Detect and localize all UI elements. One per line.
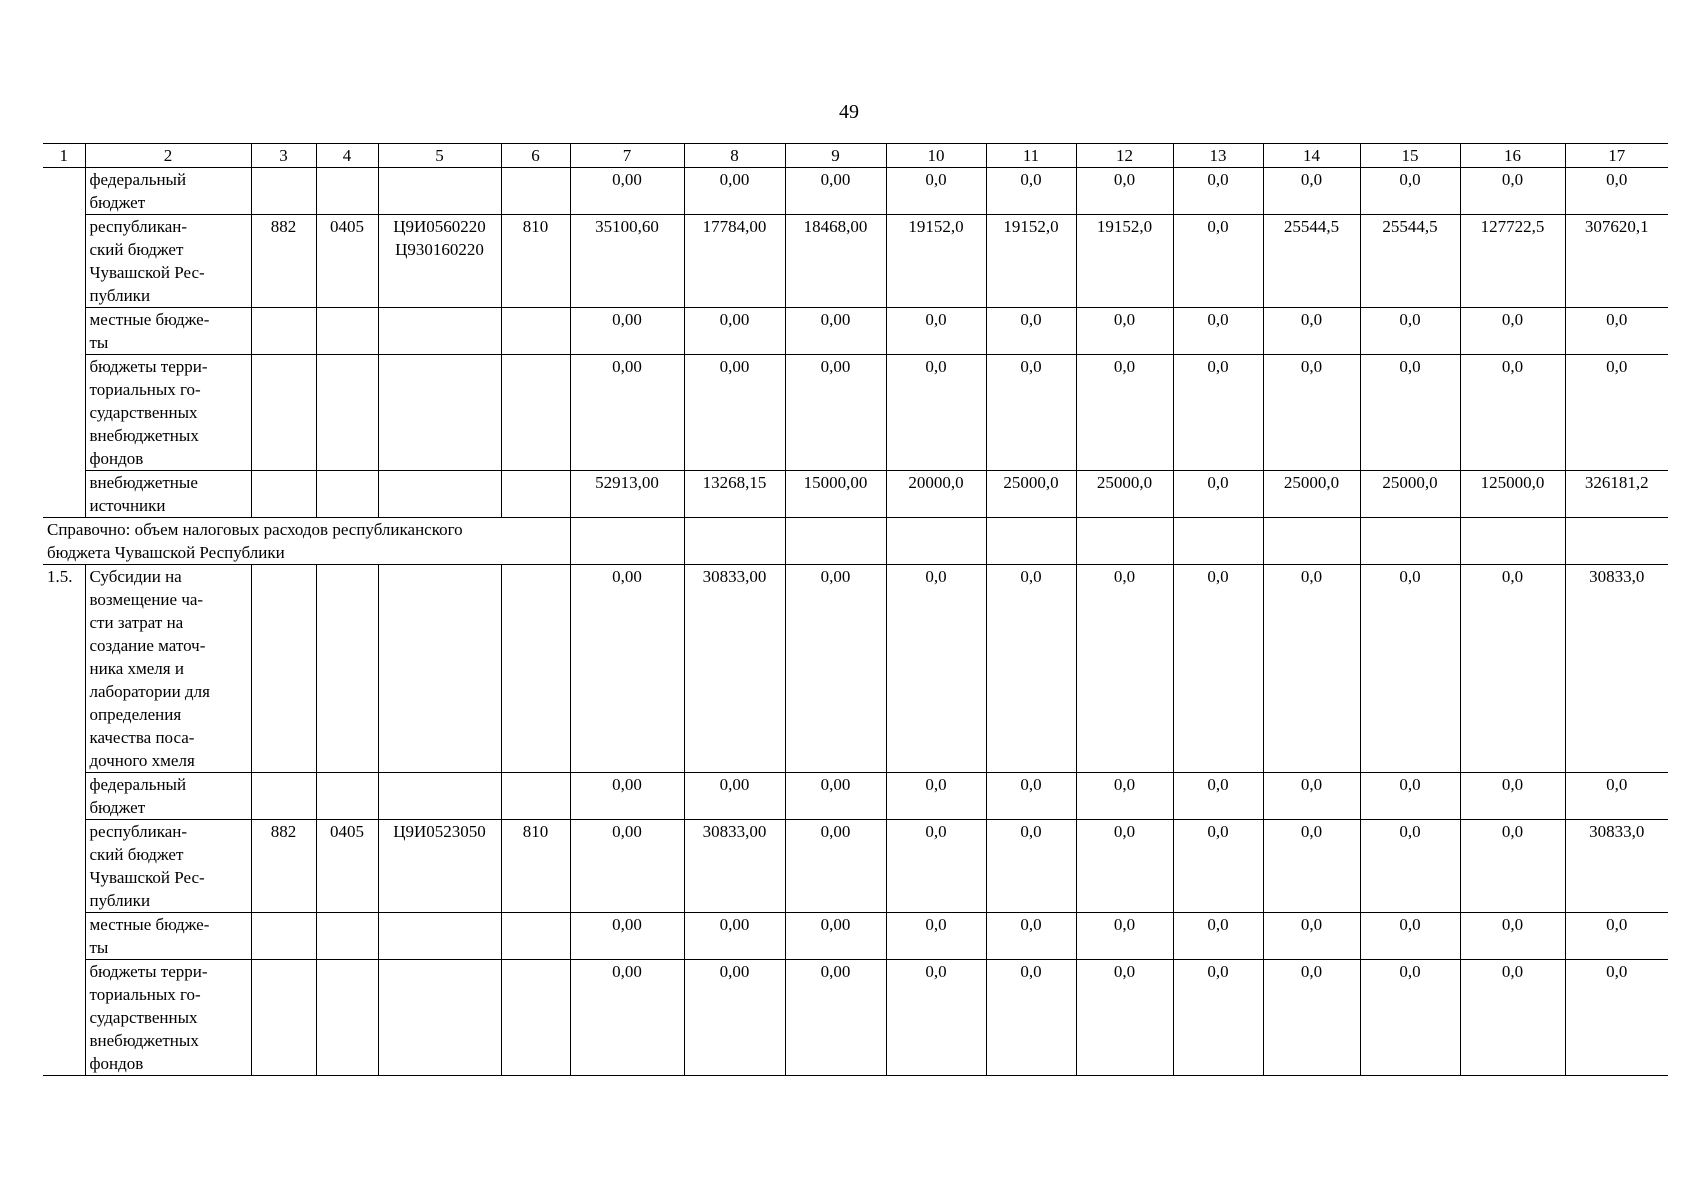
value-cell: 0,0 bbox=[1460, 960, 1565, 1076]
reference-text-line: бюджета Чувашской Республики bbox=[47, 543, 285, 562]
item-label-line: сти затрат на bbox=[89, 613, 184, 632]
value-cell: 25544,5 bbox=[1263, 215, 1360, 308]
target-code bbox=[378, 355, 501, 471]
value-cell: 0,0 bbox=[986, 168, 1076, 215]
value-cell: 0,0 bbox=[1360, 960, 1460, 1076]
value-cell: 0,0 bbox=[1565, 913, 1668, 960]
target-code bbox=[378, 820, 501, 913]
target-code bbox=[378, 773, 501, 820]
row-label-line: республикан- bbox=[89, 822, 188, 841]
value-cell: 0,0 bbox=[1263, 960, 1360, 1076]
row-label-line: ториальных го- bbox=[89, 985, 201, 1004]
value-cell: 0,0 bbox=[1360, 820, 1460, 913]
table-body bbox=[43, 144, 1668, 1076]
row-label-line: федеральный bbox=[89, 170, 187, 189]
row-label bbox=[85, 913, 251, 960]
value-cell: 13268,15 bbox=[684, 471, 785, 518]
expense-type bbox=[501, 913, 570, 960]
value-cell: 0,00 bbox=[785, 168, 886, 215]
item-label-line: Субсидии на bbox=[89, 567, 182, 586]
expense-type bbox=[501, 308, 570, 355]
row-label-line: федеральный bbox=[89, 775, 187, 794]
target-code bbox=[378, 565, 501, 773]
value-cell: 0,0 bbox=[1173, 820, 1263, 913]
value-cell: 0,00 bbox=[684, 773, 785, 820]
value-cell: 0,0 bbox=[1076, 960, 1173, 1076]
value-cell: 0,00 bbox=[570, 308, 684, 355]
value-cell: 0,0 bbox=[1360, 565, 1460, 773]
expense-type bbox=[501, 565, 570, 773]
value-cell: 19152,0 bbox=[986, 215, 1076, 308]
column-header-10: 10 bbox=[886, 144, 986, 168]
row-label-line: местные бюдже- bbox=[89, 915, 210, 934]
value-cell: 0,00 bbox=[785, 913, 886, 960]
value-cell: 0,0 bbox=[886, 820, 986, 913]
value-cell: 0,00 bbox=[785, 565, 886, 773]
column-header-17: 17 bbox=[1565, 144, 1668, 168]
value-cell: 307620,1 bbox=[1565, 215, 1668, 308]
expense-type bbox=[501, 960, 570, 1076]
row-label bbox=[85, 471, 251, 518]
value-cell: 0,00 bbox=[684, 355, 785, 471]
value-cell: 52913,00 bbox=[570, 471, 684, 518]
column-header-2: 2 bbox=[85, 144, 251, 168]
value-cell: 0,0 bbox=[1360, 168, 1460, 215]
value-cell: 0,0 bbox=[1263, 355, 1360, 471]
value-cell bbox=[1460, 518, 1565, 565]
column-header-8: 8 bbox=[684, 144, 785, 168]
value-cell: 0,0 bbox=[1460, 355, 1565, 471]
value-cell bbox=[1565, 518, 1668, 565]
row-label-line: ты bbox=[89, 333, 109, 352]
target-code-line: Ц930160220 bbox=[395, 240, 484, 259]
value-cell: 0,00 bbox=[684, 960, 785, 1076]
item-label-line: возмещение ча- bbox=[89, 590, 204, 609]
header-row bbox=[43, 144, 1668, 168]
value-cell: 0,00 bbox=[785, 820, 886, 913]
value-cell: 0,0 bbox=[986, 913, 1076, 960]
value-cell bbox=[1360, 518, 1460, 565]
row-label-line: источники bbox=[89, 496, 166, 515]
value-cell: 0,0 bbox=[986, 565, 1076, 773]
value-cell: 0,00 bbox=[684, 913, 785, 960]
row-label bbox=[85, 960, 251, 1076]
value-cell: 0,00 bbox=[570, 960, 684, 1076]
item-label-line: создание маточ- bbox=[89, 636, 206, 655]
item-label-line: дочного хмеля bbox=[89, 751, 195, 770]
value-cell bbox=[570, 518, 684, 565]
value-cell bbox=[886, 518, 986, 565]
table-row bbox=[43, 960, 1668, 1076]
value-cell: 0,0 bbox=[1263, 168, 1360, 215]
value-cell: 0,0 bbox=[1173, 565, 1263, 773]
value-cell: 0,00 bbox=[570, 773, 684, 820]
value-cell: 0,0 bbox=[1360, 308, 1460, 355]
target-code bbox=[378, 168, 501, 215]
value-cell: 30833,0 bbox=[1565, 820, 1668, 913]
column-header-15: 15 bbox=[1360, 144, 1460, 168]
row-label-line: бюджет bbox=[89, 193, 146, 212]
value-cell: 0,0 bbox=[986, 355, 1076, 471]
value-cell: 0,00 bbox=[785, 308, 886, 355]
row-label-line: фондов bbox=[89, 1054, 144, 1073]
section-code: 0405 bbox=[316, 215, 378, 308]
item-label-line: определения bbox=[89, 705, 182, 724]
value-cell: 0,0 bbox=[1173, 471, 1263, 518]
value-cell: 15000,00 bbox=[785, 471, 886, 518]
value-cell: 0,0 bbox=[986, 960, 1076, 1076]
row-label-line: ский бюджет bbox=[89, 240, 184, 259]
value-cell: 0,00 bbox=[785, 355, 886, 471]
value-cell: 326181,2 bbox=[1565, 471, 1668, 518]
value-cell: 0,00 bbox=[570, 168, 684, 215]
row-label bbox=[85, 820, 251, 913]
section-code bbox=[316, 471, 378, 518]
admin-code bbox=[251, 471, 316, 518]
row-label-line: публики bbox=[89, 286, 151, 305]
value-cell: 0,0 bbox=[1076, 913, 1173, 960]
value-cell bbox=[785, 518, 886, 565]
value-cell: 0,0 bbox=[986, 820, 1076, 913]
value-cell: 25000,0 bbox=[1360, 471, 1460, 518]
value-cell: 30833,00 bbox=[684, 565, 785, 773]
admin-code bbox=[251, 913, 316, 960]
target-code bbox=[378, 913, 501, 960]
value-cell: 0,00 bbox=[570, 355, 684, 471]
row-label-line: внебюджетных bbox=[89, 426, 199, 445]
value-cell: 17784,00 bbox=[684, 215, 785, 308]
row-label-line: бюджеты терри- bbox=[89, 357, 208, 376]
section-code bbox=[316, 355, 378, 471]
column-header-3: 3 bbox=[251, 144, 316, 168]
value-cell: 0,0 bbox=[1173, 215, 1263, 308]
value-cell: 0,0 bbox=[1076, 355, 1173, 471]
value-cell: 0,0 bbox=[886, 308, 986, 355]
value-cell: 0,0 bbox=[1360, 773, 1460, 820]
admin-code bbox=[251, 960, 316, 1076]
table-row bbox=[43, 355, 1668, 471]
row-label bbox=[85, 773, 251, 820]
value-cell: 0,0 bbox=[886, 355, 986, 471]
table-row bbox=[43, 471, 1668, 518]
row-label-line: Чувашской Рес- bbox=[89, 868, 205, 887]
value-cell: 0,0 bbox=[1460, 168, 1565, 215]
row-label bbox=[85, 308, 251, 355]
admin-code bbox=[251, 308, 316, 355]
value-cell: 30833,0 bbox=[1565, 565, 1668, 773]
target-code-line: Ц9И0560220 bbox=[393, 217, 486, 236]
value-cell bbox=[1173, 518, 1263, 565]
admin-code bbox=[251, 355, 316, 471]
target-code-line: Ц9И0523050 bbox=[393, 822, 486, 841]
row-label-line: Чувашской Рес- bbox=[89, 263, 205, 282]
value-cell: 0,0 bbox=[1263, 820, 1360, 913]
target-code bbox=[378, 215, 501, 308]
value-cell: 0,0 bbox=[986, 773, 1076, 820]
value-cell: 0,00 bbox=[570, 913, 684, 960]
target-code bbox=[378, 471, 501, 518]
section-code bbox=[316, 308, 378, 355]
column-header-1: 1 bbox=[43, 144, 85, 168]
section-code bbox=[316, 773, 378, 820]
row-label-line: сударственных bbox=[89, 1008, 198, 1027]
row-label bbox=[85, 215, 251, 308]
row-label-line: фондов bbox=[89, 449, 144, 468]
value-cell: 25000,0 bbox=[986, 471, 1076, 518]
item-number: 1.5. bbox=[43, 565, 85, 1076]
value-cell: 127722,5 bbox=[1460, 215, 1565, 308]
row-label-line: бюджет bbox=[89, 798, 146, 817]
section-code bbox=[316, 913, 378, 960]
value-cell: 0,0 bbox=[1173, 960, 1263, 1076]
row-label-line: ты bbox=[89, 938, 109, 957]
reference-text bbox=[43, 518, 570, 565]
row-label-line: республикан- bbox=[89, 217, 188, 236]
column-header-11: 11 bbox=[986, 144, 1076, 168]
index-cell bbox=[43, 168, 85, 518]
value-cell: 0,0 bbox=[1076, 308, 1173, 355]
value-cell: 0,00 bbox=[785, 960, 886, 1076]
value-cell: 0,0 bbox=[1173, 168, 1263, 215]
value-cell: 0,0 bbox=[1460, 565, 1565, 773]
value-cell: 0,0 bbox=[886, 913, 986, 960]
row-label-line: внебюджетных bbox=[89, 1031, 199, 1050]
table-row bbox=[43, 773, 1668, 820]
table-row bbox=[43, 168, 1668, 215]
value-cell bbox=[1076, 518, 1173, 565]
value-cell: 35100,60 bbox=[570, 215, 684, 308]
value-cell: 19152,0 bbox=[886, 215, 986, 308]
page-number: 49 bbox=[839, 101, 859, 123]
value-cell: 0,0 bbox=[1565, 355, 1668, 471]
value-cell: 0,0 bbox=[1173, 308, 1263, 355]
value-cell: 0,0 bbox=[1565, 773, 1668, 820]
table-row bbox=[43, 820, 1668, 913]
value-cell: 0,0 bbox=[1076, 773, 1173, 820]
value-cell: 0,0 bbox=[1565, 308, 1668, 355]
expense-type: 810 bbox=[501, 215, 570, 308]
table-row bbox=[43, 913, 1668, 960]
value-cell: 0,0 bbox=[1460, 820, 1565, 913]
value-cell: 0,0 bbox=[1076, 168, 1173, 215]
item-label-line: качества поса- bbox=[89, 728, 195, 747]
column-header-6: 6 bbox=[501, 144, 570, 168]
expense-type bbox=[501, 168, 570, 215]
row-label-line: бюджеты терри- bbox=[89, 962, 208, 981]
expense-type bbox=[501, 355, 570, 471]
value-cell: 0,0 bbox=[986, 308, 1076, 355]
value-cell: 25000,0 bbox=[1076, 471, 1173, 518]
value-cell: 0,0 bbox=[1076, 565, 1173, 773]
value-cell bbox=[1263, 518, 1360, 565]
column-header-16: 16 bbox=[1460, 144, 1565, 168]
value-cell bbox=[986, 518, 1076, 565]
admin-code bbox=[251, 773, 316, 820]
admin-code: 882 bbox=[251, 820, 316, 913]
table-row bbox=[43, 215, 1668, 308]
value-cell: 0,0 bbox=[886, 773, 986, 820]
section-code bbox=[316, 168, 378, 215]
table-row bbox=[43, 308, 1668, 355]
reference-row bbox=[43, 518, 1668, 565]
target-code bbox=[378, 308, 501, 355]
value-cell: 25000,0 bbox=[1263, 471, 1360, 518]
value-cell bbox=[684, 518, 785, 565]
value-cell: 19152,0 bbox=[1076, 215, 1173, 308]
value-cell: 0,0 bbox=[1173, 913, 1263, 960]
admin-code: 882 bbox=[251, 215, 316, 308]
section-code bbox=[316, 960, 378, 1076]
row-label bbox=[85, 168, 251, 215]
row-label-line: ториальных го- bbox=[89, 380, 201, 399]
target-code bbox=[378, 960, 501, 1076]
column-header-13: 13 bbox=[1173, 144, 1263, 168]
value-cell: 0,0 bbox=[1360, 913, 1460, 960]
column-header-7: 7 bbox=[570, 144, 684, 168]
value-cell: 0,0 bbox=[1263, 773, 1360, 820]
value-cell: 0,0 bbox=[1173, 773, 1263, 820]
value-cell: 0,0 bbox=[1263, 308, 1360, 355]
value-cell: 0,0 bbox=[1565, 168, 1668, 215]
item-label-line: лаборатории для bbox=[89, 682, 210, 701]
value-cell: 0,0 bbox=[1173, 355, 1263, 471]
column-header-5: 5 bbox=[378, 144, 501, 168]
column-header-4: 4 bbox=[316, 144, 378, 168]
value-cell: 0,00 bbox=[785, 773, 886, 820]
value-cell: 0,0 bbox=[886, 960, 986, 1076]
value-cell: 0,0 bbox=[1076, 820, 1173, 913]
item-label bbox=[85, 565, 251, 773]
value-cell: 0,00 bbox=[570, 565, 684, 773]
row-label-line: внебюджетные bbox=[89, 473, 198, 492]
row-label bbox=[85, 355, 251, 471]
expense-type: 810 bbox=[501, 820, 570, 913]
value-cell: 0,0 bbox=[1460, 308, 1565, 355]
value-cell: 18468,00 bbox=[785, 215, 886, 308]
row-label-line: сударственных bbox=[89, 403, 198, 422]
row-label-line: местные бюдже- bbox=[89, 310, 210, 329]
section-code bbox=[316, 565, 378, 773]
value-cell: 0,0 bbox=[1460, 773, 1565, 820]
row-label-line: публики bbox=[89, 891, 151, 910]
admin-code bbox=[251, 168, 316, 215]
column-header-12: 12 bbox=[1076, 144, 1173, 168]
reference-text-line: Справочно: объем налоговых расходов республиканского bbox=[47, 520, 463, 539]
column-header-14: 14 bbox=[1263, 144, 1360, 168]
value-cell: 125000,0 bbox=[1460, 471, 1565, 518]
value-cell: 0,0 bbox=[886, 168, 986, 215]
value-cell: 0,00 bbox=[570, 820, 684, 913]
item-label-line: ника хмеля и bbox=[89, 659, 184, 678]
budget-table bbox=[43, 143, 1668, 1076]
value-cell: 0,00 bbox=[684, 308, 785, 355]
value-cell: 0,0 bbox=[1460, 913, 1565, 960]
row-label-line: ский бюджет bbox=[89, 845, 184, 864]
table-row bbox=[43, 565, 1668, 773]
value-cell: 20000,0 bbox=[886, 471, 986, 518]
column-header-9: 9 bbox=[785, 144, 886, 168]
expense-type bbox=[501, 773, 570, 820]
value-cell: 0,0 bbox=[1360, 355, 1460, 471]
value-cell: 0,0 bbox=[886, 565, 986, 773]
value-cell: 0,0 bbox=[1263, 565, 1360, 773]
expense-type bbox=[501, 471, 570, 518]
admin-code bbox=[251, 565, 316, 773]
value-cell: 25544,5 bbox=[1360, 215, 1460, 308]
value-cell: 0,0 bbox=[1263, 913, 1360, 960]
value-cell: 30833,00 bbox=[684, 820, 785, 913]
value-cell: 0,00 bbox=[684, 168, 785, 215]
value-cell: 0,0 bbox=[1565, 960, 1668, 1076]
section-code: 0405 bbox=[316, 820, 378, 913]
